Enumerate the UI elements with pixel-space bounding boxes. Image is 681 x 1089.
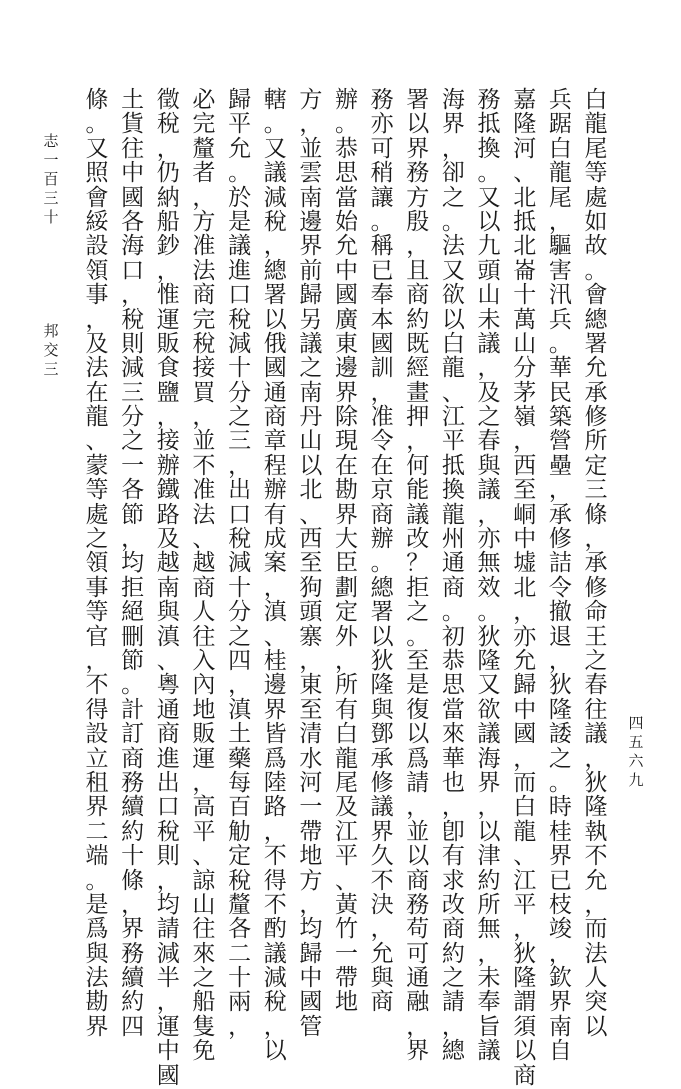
text-column: 歸 平 允 。 於 是 議 進 口 稅 減 十 分 之 三 ， 出 口 稅 減 十 分 之 四 ， 滇 土 藥 每 百 觔 定 稅 釐 各 二 十 兩 ， <box>228 87 252 1040</box>
main-text <box>84 87 609 1089</box>
section-label: 邦 交 三 <box>43 322 59 378</box>
text-column: 嘉 隆 河 、 北 抵 北 崙 十 萬 山 分 茅 嶺 ， 西 至 峒 中 墟 北 ， 亦 允 歸 中 國 ， 而 白 龍 、 江 平 ， 狄 隆 謂 須 以 商 <box>513 87 537 1089</box>
text-column: 辦 。 恭 思 當 始 允 中 國 廣 東 邊 界 除 現 在 勘 界 大 臣 劃 定 外 ， 所 有 白 龍 尾 及 江 平 、 黃 竹 一 帶 地 <box>334 87 358 1016</box>
text-column: 兵 踞 白 龍 尾 ， 驅 害 汛 兵 。 華 民 築 營 壘 ， 承 修 詰 令 撤 退 ， 狄 隆 諉 之 。 時 桂 界 已 枝 竣 ， 欽 界 南 自 <box>548 87 572 1065</box>
text-column: 署 以 界 務 方 殷 ， 且 商 約 既 經 畫 押 ， 何 能 議 改 ？ 拒 之 。 至 是 復 以 爲 請 ， 並 以 商 務 苟 可 通 融 ， 界 <box>406 87 430 1065</box>
text-column: 轄 。 又 議 減 稅 ， 總 署 以 俄 國 通 商 章 程 辦 有 成 案 ， 滇 、 桂 邊 界 皆 爲 陸 路 ， 不 得 不 酌 議 減 稅 ， 以 <box>263 87 287 1065</box>
text-column: 務 抵 換 。 又 以 九 頭 山 未 議 ， 及 之 春 與 議 ， 亦 無 效 。 狄 隆 又 欲 議 海 界 ， 以 津 約 所 無 ， 未 奉 旨 議 <box>477 87 501 1065</box>
text-column: 白 龍 尾 等 處 如 故 。 會 總 署 允 承 修 所 定 三 條 ， 承 修 命 王 之 春 往 議 ， 狄 隆 執 不 允 ， 而 法 人 突 以 <box>584 87 608 1040</box>
text-column: 土 貨 往 中 國 各 海 口 ， 稅 則 減 三 分 之 一 各 節 ， 均 拒 絕 刪 節 。 計 訂 商 務 續 約 十 條 ， 界 務 續 約 四 <box>121 87 145 1040</box>
text-column: 務 亦 可 稍 讓 。 稱 已 奉 本 國 訓 ， 准 令 在 京 商 辦 。 總 署 以 狄 隆 與 鄧 承 修 議 界 久 不 決 ， 允 與 商 <box>370 87 394 1016</box>
text-column: 必 完 釐 者 ， 方 准 法 商 完 稅 接 買 ， 並 不 准 法 、 越 商 人 往 入 內 地 販 運 ， 高 平 、 諒 山 往 來 之 船 隻 免 <box>192 87 216 1065</box>
page-number: 四 五 六 九 <box>628 714 644 789</box>
text-column: 海 界 ， 卻 之 。 法 又 欲 以 白 龍 、 江 平 抵 換 龍 州 通 商 。 初 恭 思 當 來 華 也 ， 卽 有 求 改 商 約 之 請 ， 總 <box>441 87 465 1065</box>
text-column: 方 ， 並 雲 南 邊 界 前 歸 另 議 之 南 丹 山 以 北 、 西 至 狗 頭 寨 ， 東 至 清 水 河 一 帶 地 方 ， 均 歸 中 國 管 <box>299 87 323 1040</box>
text-column: 條 。 又 照 會 綏 設 領 事 ， 及 法 在 龍 、 蒙 等 處 之 領 事 等 官 ， 不 得 設 立 租 界 二 端 。 是 爲 與 法 勘 界 <box>85 87 109 1040</box>
volume-label: 志 一 百 三 十 <box>43 132 59 226</box>
text-column: 徵 稅 ， 仍 納 船 鈔 ， 惟 運 販 食 鹽 ， 接 辦 鐵 路 及 越 南 與 滇 、 粵 通 商 進 出 口 稅 則 ， 均 請 減 半 ， 運 中 國 <box>156 87 180 1089</box>
